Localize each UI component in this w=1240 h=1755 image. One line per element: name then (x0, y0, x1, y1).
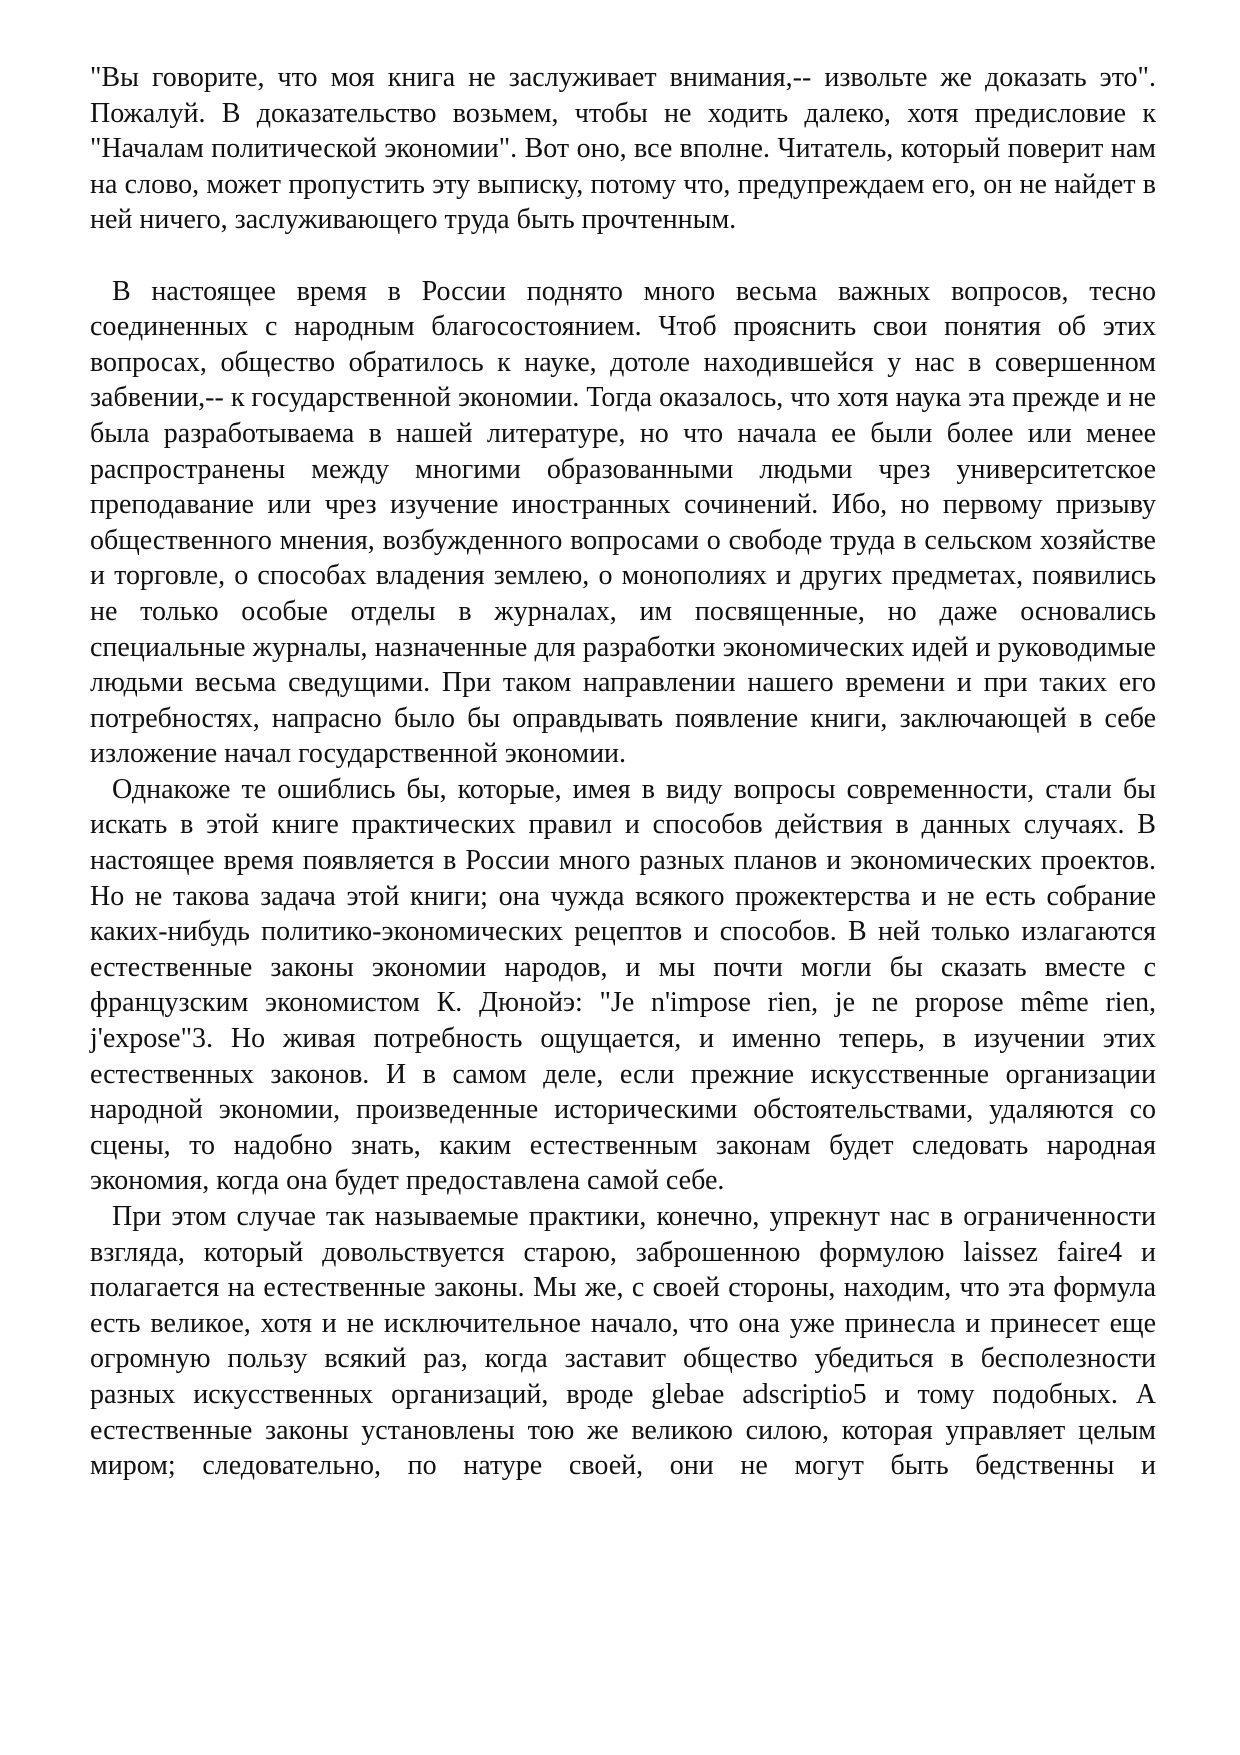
paragraph-preface-3: При этом случае так называемые практики, конечно, упрекнут нас в ограниченности взгляда, который довольствуется старою, заброшенною формулою laissez faire4 и полагается на естественные законы. Мы же, с своей стороны, находим, что эта формула есть великое, хотя и не исключительное начало, что она уже принесла и принесет еще огромную пользу всякий раз, когда заставит общество убедиться в бесполезности разных искусственных организаций, вроде glebae adscriptio5 и тому подобных. А естественные законы установлены тою же великою силою, которая управляет целым миром; следовательно, по натуре своей, они не могут быть бедственны и (90, 1201, 1156, 1482)
paragraph-preface-2: Однакоже те ошиблись бы, которые, имея в виду вопросы современности, стали бы искать в этой книге практических правил и способов действия в данных случаях. В настоящее время появляется в России много разных планов и экономических проектов. Но не такова задача этой книги; она чужда всякого прожектерства и не есть собрание каких-нибудь политико-экономических рецептов и способов. В ней только излагаются естественные законы экономии народов, и мы почти могли бы сказать вместе с французским экономистом К. Дюнойэ: "Je n'impose rien, je ne propose même rien, j'expose"3. Но живая потребность ощущается, и именно теперь, в изучении этих естественных законов. И в самом деле, если прежние искусственные организации народной экономии, произведенные историческими обстоятельствами, удаляются со сцены, то надобно знать, каким естественным законам будет следовать народная экономия, когда она будет предоставлена самой себе. (90, 773, 1156, 1197)
paragraph-intro: "Вы говорите, что моя книга не заслуживает внимания,-- извольте же доказать это". Пожалуй. В доказательство возьмем, чтобы не ходить далеко, хотя предисловие к "Началам политической экономии". Вот оно, все вполне. Читатель, который поверит нам на слово, может пропустить эту выписку, потому что, предупреждаем его, он не найдет в ней ничего, заслуживающего труда быть прочтенным. (90, 62, 1156, 236)
document-page (90, 60, 1156, 1484)
paragraph-preface-1: В настоящее время в России поднято много весьма важных вопросов, тесно соединенных с народным благосостоянием. Чтоб прояснить свои понятия об этих вопросах, общество обратилось к науке, дотоле находившейся у нас в совершенном забвении,-- к государственной экономии. Тогда оказалось, что хотя наука эта прежде и не была разработываема в нашей литературе, но что начала ее были более или менее распространены между многими образованными людьми чрез университетское преподавание или чрез изучение иностранных сочинений. Ибо, но первому призыву общественного мнения, возбужденного вопросами о свободе труда в сельском хозяйстве и торговле, о способах владения землею, о монополиях и других предметах, появились не только особые отделы в журналах, им посвященные, но даже основались специальные журналы, назначенные для разработки экономических идей и руководимые людьми весьма сведущими. При таком направлении нашего времени и при таких его потребностях, напрасно было бы оправдывать появление книги, заключающей в себе изложение начал государственной экономии. (90, 275, 1156, 770)
